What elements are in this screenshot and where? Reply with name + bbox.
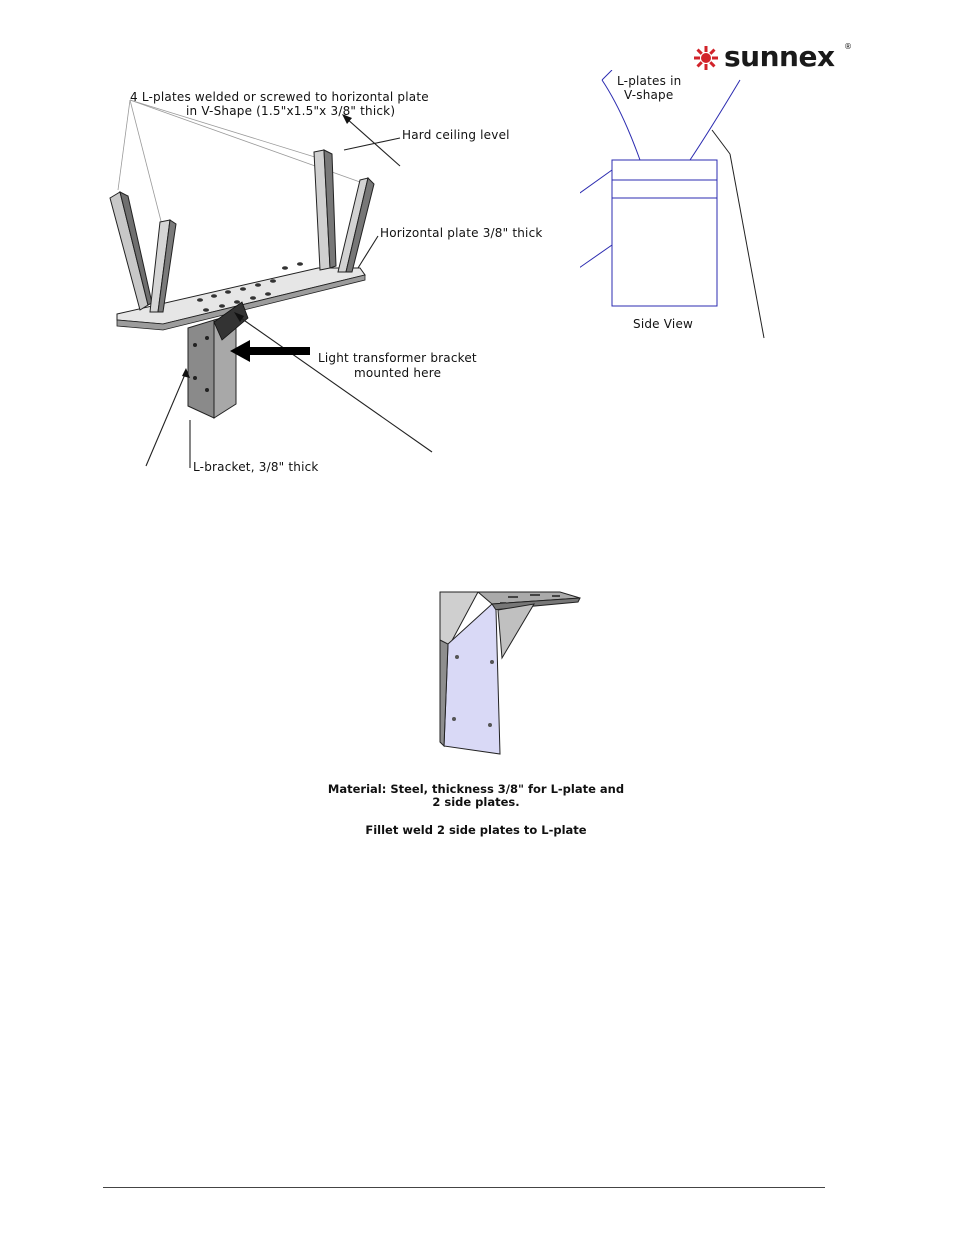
transformer-label-line1: Light transformer bracket — [318, 351, 477, 365]
side-view-dimension-lines — [712, 130, 764, 338]
transformer-label-line2: mounted here — [354, 366, 442, 380]
lbracket-label: L-bracket, 3/8" thick — [193, 460, 319, 474]
bracket-caption-line2: 2 side plates. — [432, 795, 520, 809]
horizontal-plate-label: Horizontal plate 3/8" thick — [380, 226, 543, 240]
ceiling-label: Hard ceiling level — [402, 128, 510, 142]
bracket-caption-line3: Fillet weld 2 side plates to L-plate — [365, 823, 587, 837]
registered-mark: ® — [844, 42, 852, 51]
side-view-leaders — [602, 70, 612, 80]
side-view-drawing — [580, 70, 780, 350]
lplates-label-line2: in V-Shape (1.5"x1.5"x 3/8" thick) — [186, 104, 396, 118]
side-lplates-label-line1: L-plates in — [617, 74, 682, 88]
bracket-drawing — [430, 580, 590, 760]
side-view-label: Side View — [633, 317, 694, 331]
side-lplates-label-line2: V-shape — [624, 88, 674, 102]
ceiling-mount-drawing — [0, 0, 954, 520]
lplates-label-line1: 4 L-plates welded or screwed to horizontal plate — [130, 90, 429, 104]
bracket-caption-line1: Material: Steel, thickness 3/8" for L-plate and — [327, 782, 625, 796]
footer-divider — [103, 1187, 825, 1188]
logo-wordmark: sunnex — [724, 40, 835, 73]
bracket-assembly — [440, 592, 580, 754]
side-view-frame — [580, 80, 740, 350]
